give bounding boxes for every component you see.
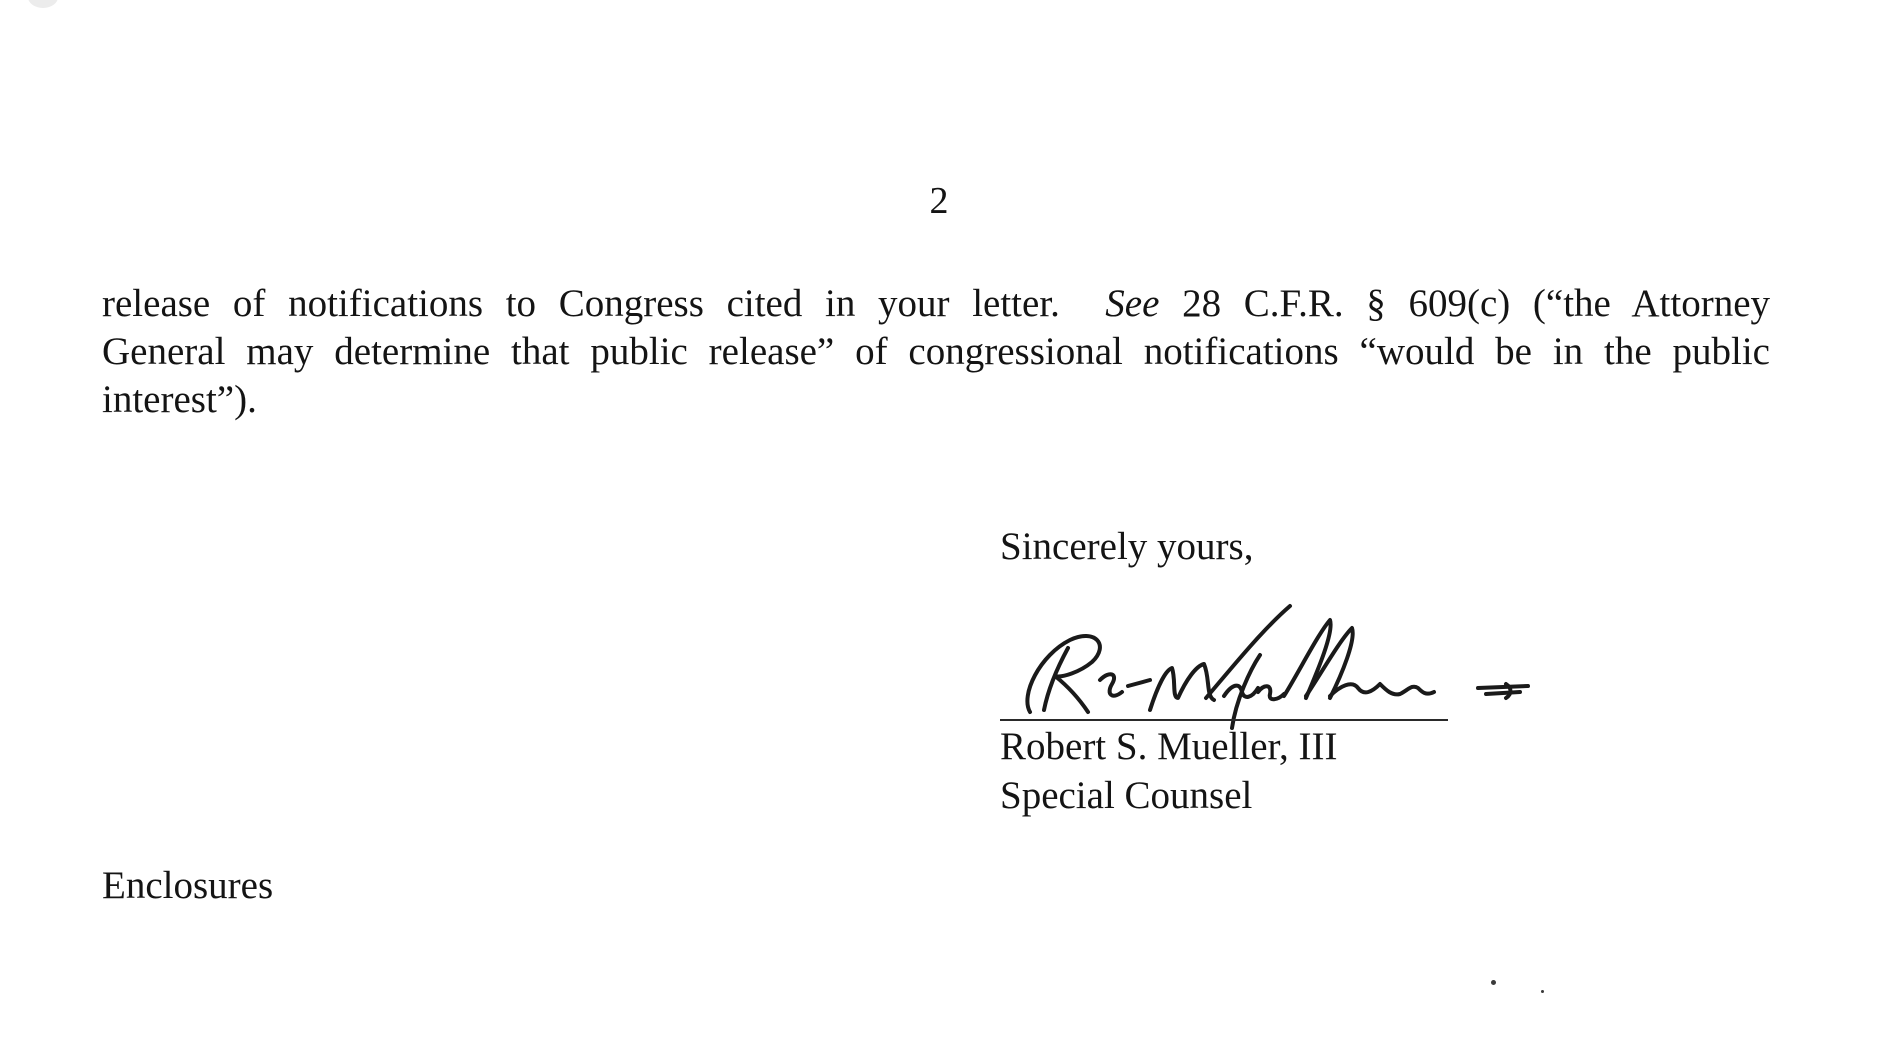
signature-line xyxy=(1000,719,1448,721)
body-line-1-start: release of notifications to Congress cited in your letter. xyxy=(102,282,1060,325)
closing-salutation: Sincerely yours, xyxy=(1000,525,1254,568)
signer-title: Special Counsel xyxy=(1000,774,1253,817)
citation-signal: See xyxy=(1105,282,1160,325)
page-number: 2 xyxy=(929,180,949,222)
signer-name: Robert S. Mueller, III xyxy=(1000,725,1338,768)
body-line-1 xyxy=(102,280,1770,328)
enclosures-label: Enclosures xyxy=(102,864,274,907)
scan-smudge xyxy=(28,0,58,8)
scan-speck xyxy=(1491,980,1496,985)
body-line-1-end: 28 C.F.R. § 609(c) (“the Attorney xyxy=(1182,282,1771,325)
body-line-2: General may determine that public release” of congressional notifications “would be in the public xyxy=(102,330,1770,373)
handwritten-signature-icon xyxy=(1000,600,1560,730)
scan-speck xyxy=(1541,990,1544,993)
body-paragraph xyxy=(102,280,1770,424)
body-line-3: interest”). xyxy=(102,378,257,421)
